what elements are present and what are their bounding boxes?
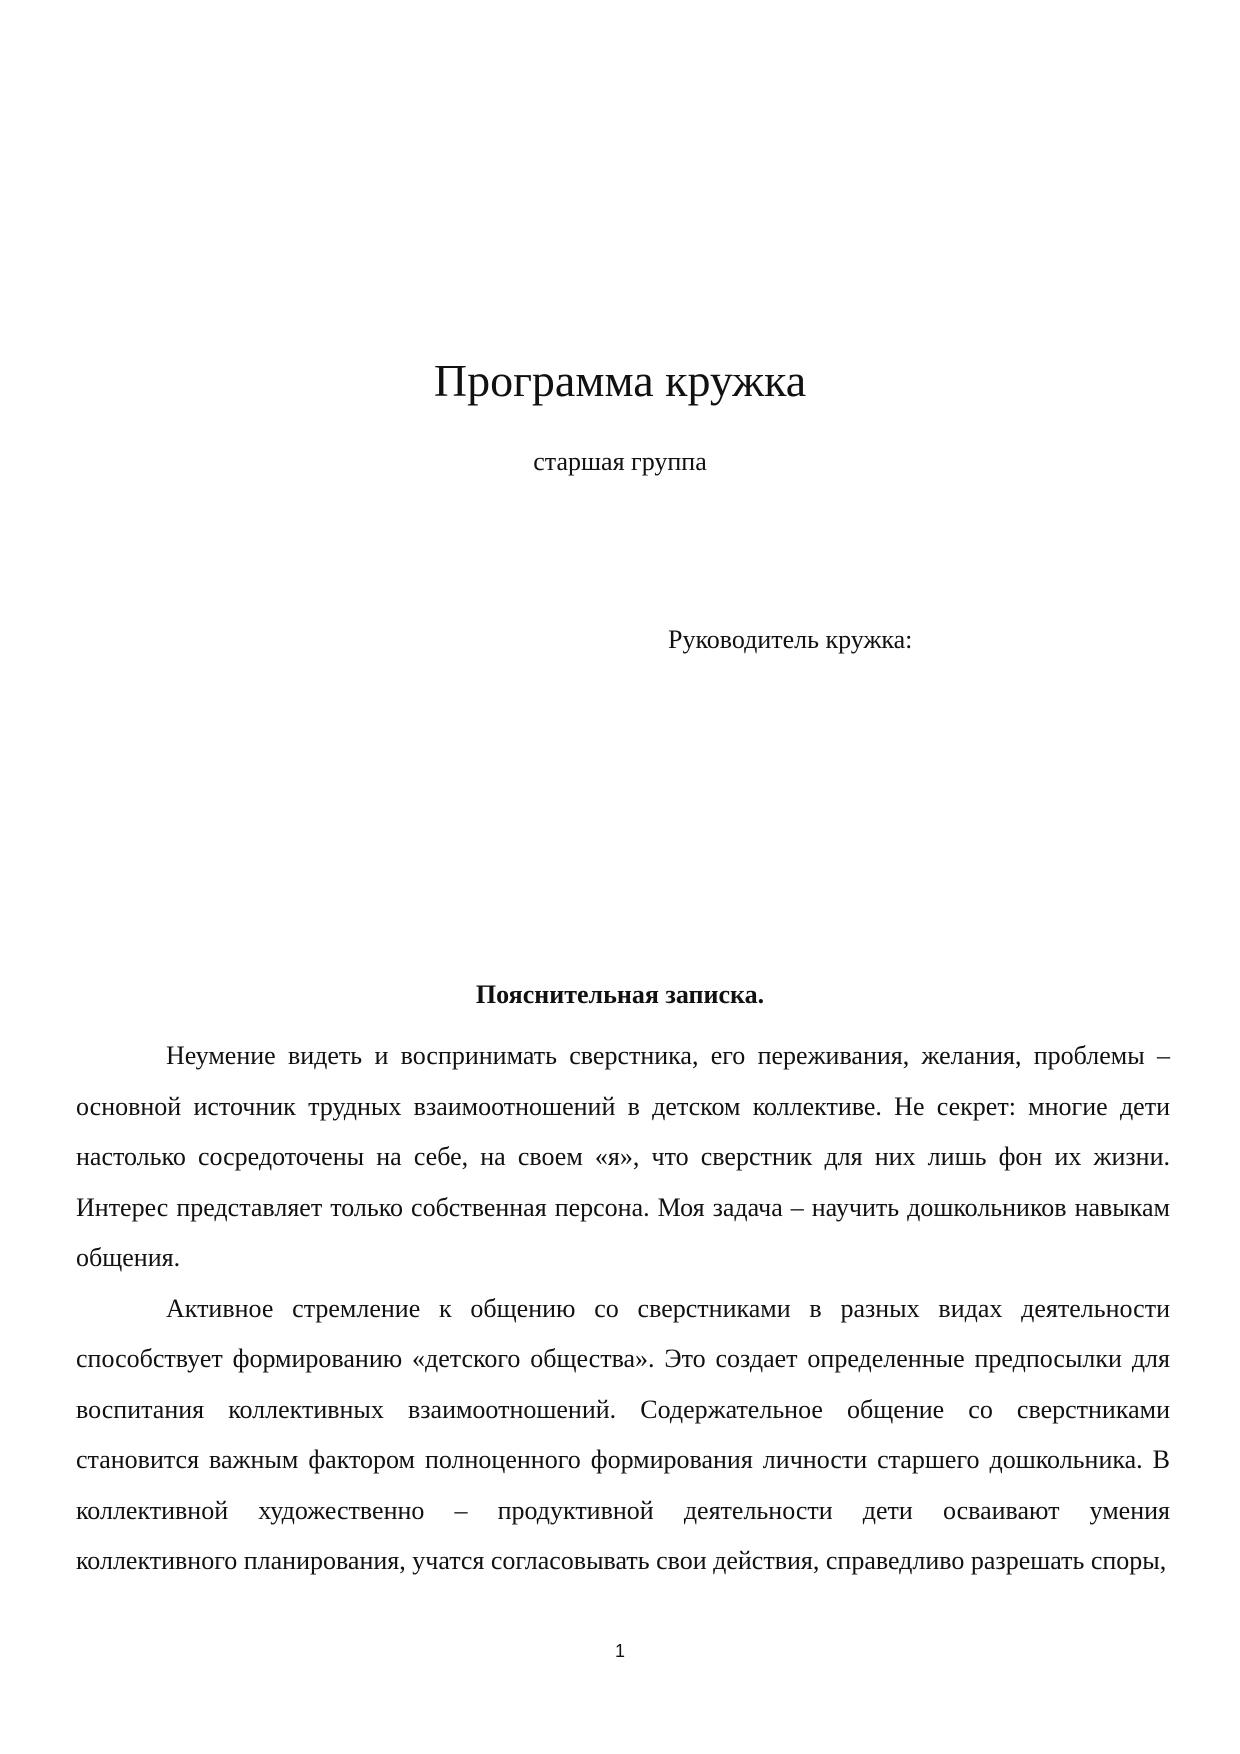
section-heading: Пояснительная записка.	[475, 980, 765, 1009]
document-subtitle: старшая группа	[533, 447, 707, 476]
paragraph: Активное стремление к общению со сверстниками в разных видах деятельности способствует формированию «детского общества». Это создает определенные предпосылки для воспитания коллективных взаимоотношений. Содержательное общение со сверстниками становится важным фактором полноценного формирования личности старшего дошкольника. В коллективной художественно – продуктивной деятельности дети осваивают умения коллективного планирования, учатся согласовывать свои действия, справедливо разрешать споры,	[76, 1293, 1170, 1575]
document-title: Программа кружка	[433, 355, 807, 406]
club-leader-label: Руководитель кружка:	[668, 625, 913, 654]
page-number: 1	[614, 1641, 625, 1661]
paragraph: Неумение видеть и воспринимать сверстника, его переживания, желания, проблемы – основной источник трудных взаимоотношений в детском коллективе. Не секрет: многие дети настолько сосредоточены на себе, на своем «я», что сверстник для них лишь фон их жизни. Интерес представляет только собственная персона. Моя задача – научить дошкольников навыкам общения.	[76, 1041, 1170, 1272]
body-text	[76, 1031, 1170, 1587]
